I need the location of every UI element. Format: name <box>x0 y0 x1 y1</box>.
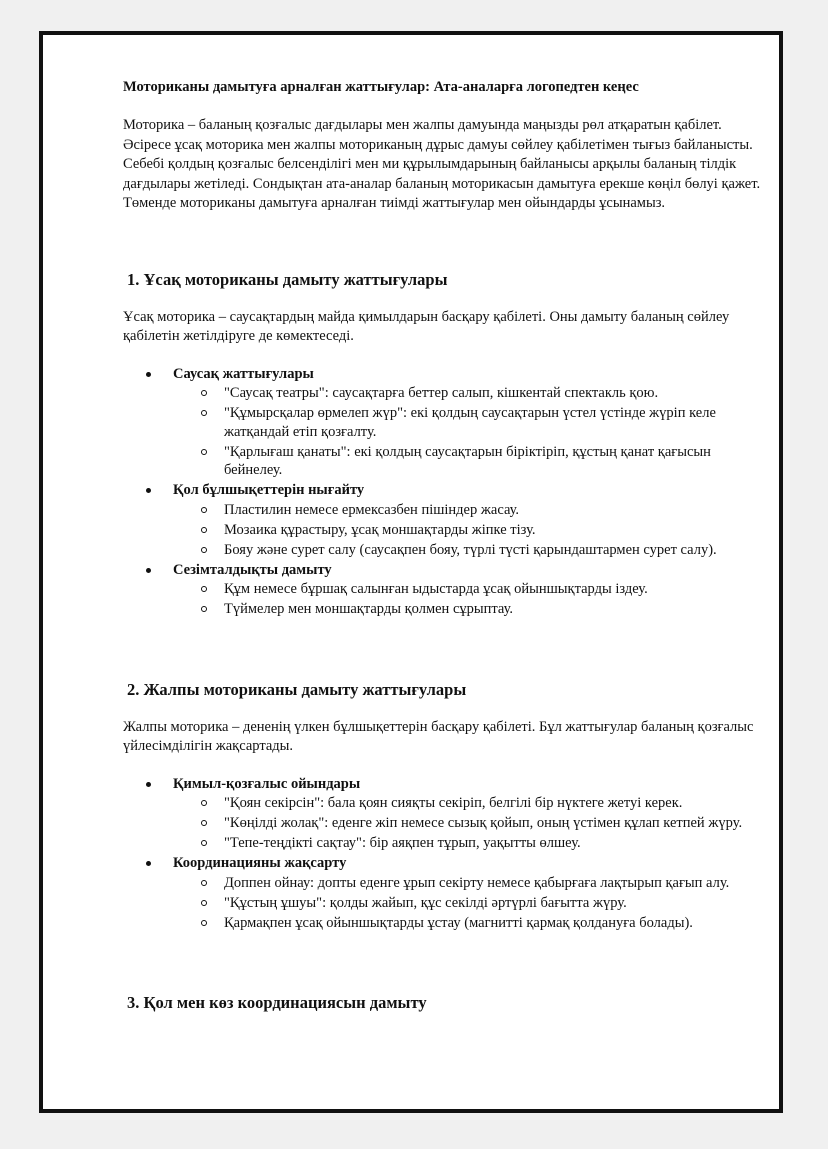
section-heading-gross-motor: 2. Жалпы моториканы дамыту жаттығулары <box>127 679 467 699</box>
circle-bullet-icon <box>201 820 207 826</box>
list-item-text: "Қоян секірсін": бала қоян сияқты секіріп, белгілі бір нүктеге жетуі керек. <box>224 795 683 811</box>
circle-bullet-icon <box>201 920 207 926</box>
list-item-text: "Тепе-теңдікті сақтау": бір аяқпен тұрып, уақытты өлшеу. <box>224 835 581 851</box>
exercise-sublist <box>173 384 763 480</box>
list-item-text: "Құстың ұшуы": қолды жайып, құс секілді әртүрлі бағытта жүру. <box>224 894 627 911</box>
list-item-text: Қармақпен ұсақ ойыншықтарды ұстау (магнитті қармақ қолдануға болады). <box>224 914 693 931</box>
circle-bullet-icon <box>201 390 207 396</box>
list-item <box>173 600 763 619</box>
circle-bullet-icon <box>201 840 207 846</box>
list-item-text: Бояу және сурет салу (саусақпен бояу, түрлі түсті қарындаштармен сурет салу). <box>224 541 717 558</box>
document-title: Моториканы дамытуға арналған жаттығулар: Ата-аналарға логопедтен кеңес <box>123 79 639 95</box>
list-item-text: Мозаика құрастыру, ұсақ моншақтарды жіпке тізу. <box>224 521 536 538</box>
list-item <box>173 541 763 560</box>
list-item <box>173 814 763 833</box>
exercise-group <box>123 775 763 853</box>
section-heading-fine-motor: 1. Ұсақ моториканы дамыту жаттығулары <box>127 269 448 289</box>
list-item-text: Доппен ойнау: допты еденге ұрып секірту немесе қабырғаға лақтырып қағып алу. <box>224 874 730 891</box>
circle-bullet-icon <box>201 900 207 906</box>
list-item <box>173 443 763 480</box>
circle-bullet-icon <box>201 527 207 533</box>
list-item-text: "Саусақ театры": саусақтарға беттер салып, кішкентай спектакль қою. <box>224 385 659 401</box>
exercise-sublist <box>173 874 763 933</box>
bullet-icon <box>146 782 151 787</box>
gross-motor-exercise-list <box>123 775 763 933</box>
list-item-text: "Құмырсқалар өрмелеп жүр": екі қолдың саусақтарын үстел үстінде жүріп келе жатқандай етіп қозғалту. <box>224 405 716 440</box>
circle-bullet-icon <box>201 800 207 806</box>
exercise-sublist <box>173 501 763 560</box>
circle-bullet-icon <box>201 410 207 416</box>
exercise-sublist <box>173 580 763 619</box>
list-item <box>173 580 763 599</box>
list-item-text: "Көңілді жолақ": еденге жіп немесе сызық қойып, оның үстімен құлап кетпей жүру. <box>224 815 743 831</box>
exercise-group-title: Сезімталдықты дамыту <box>173 561 332 578</box>
fine-motor-exercise-list <box>123 365 763 619</box>
list-item <box>173 914 763 933</box>
exercise-group <box>123 854 763 932</box>
list-item <box>173 794 763 813</box>
intro-paragraph: Моторика – баланың қозғалыс дағдылары мен жалпы дамуында маңызды рөл атқаратын қабілет. Әсіресе ұсақ моторика мен жалпы моториканың дұрыс дамуы сөйлеу қабілетімен тығыз байланысты. Себебі қолдың қозғалыс белсенділігі мен ми құрылымдарының байланысы арқылы баланың тілдік дағдылары жетіледі. Сондықтан ата-аналар баланың моторикасын дамытуға ерекше көңіл бөлуі қажет. Төменде моториканы дамытуға арналған тиімді жаттығулар мен ойындарды ұсынамыз. <box>123 117 761 211</box>
list-item <box>173 874 763 893</box>
list-item <box>173 521 763 540</box>
bullet-icon <box>146 568 151 573</box>
list-item-text: "Қарлығаш қанаты": екі қолдың саусақтарын біріктіріп, құстың қанат қағысын бейнелеу. <box>224 443 711 478</box>
document-page <box>39 31 783 1113</box>
circle-bullet-icon <box>201 880 207 886</box>
circle-bullet-icon <box>201 586 207 592</box>
exercise-sublist <box>173 794 763 853</box>
list-item <box>173 501 763 520</box>
list-item <box>173 834 763 853</box>
circle-bullet-icon <box>201 606 207 612</box>
exercise-group-title: Қол бұлшықеттерін нығайту <box>173 482 365 498</box>
list-item-text: Түймелер мен моншақтарды қолмен сұрыптау. <box>224 601 514 617</box>
exercise-group-title: Координацияны жақсарту <box>173 855 347 871</box>
exercise-group <box>123 365 763 480</box>
list-item <box>173 404 763 441</box>
circle-bullet-icon <box>201 507 207 513</box>
circle-bullet-icon <box>201 547 207 553</box>
bullet-icon <box>146 372 151 377</box>
exercise-group <box>123 561 763 619</box>
list-item <box>173 384 763 403</box>
exercise-group-title: Қимыл-қозғалыс ойындары <box>173 775 361 792</box>
exercise-group <box>123 481 763 559</box>
exercise-group-title: Саусақ жаттығулары <box>173 365 314 382</box>
section-description-fine-motor: Ұсақ моторика – саусақтардың майда қимылдарын басқару қабілеті. Оны дамыту баланың сөйлеу қабілетін жетілдіруге де көмектеседі. <box>123 308 730 344</box>
list-item-text: Құм немесе бұршақ салынған ыдыстарда ұсақ ойыншықтарды іздеу. <box>224 581 648 597</box>
list-item-text: Пластилин немесе ермексазбен пішіндер жасау. <box>224 501 520 518</box>
circle-bullet-icon <box>201 449 207 455</box>
section-description-gross-motor: Жалпы моторика – дененің үлкен бұлшықеттерін басқару қабілеті. Бұл жаттығулар баланың қозғалыс үйлесімділігін жақсартады. <box>123 718 754 754</box>
bullet-icon <box>146 861 151 866</box>
list-item <box>173 894 763 913</box>
section-heading-hand-eye: 3. Қол мен көз координациясын дамыту <box>127 993 427 1012</box>
document-content <box>123 77 763 1014</box>
bullet-icon <box>146 488 151 493</box>
